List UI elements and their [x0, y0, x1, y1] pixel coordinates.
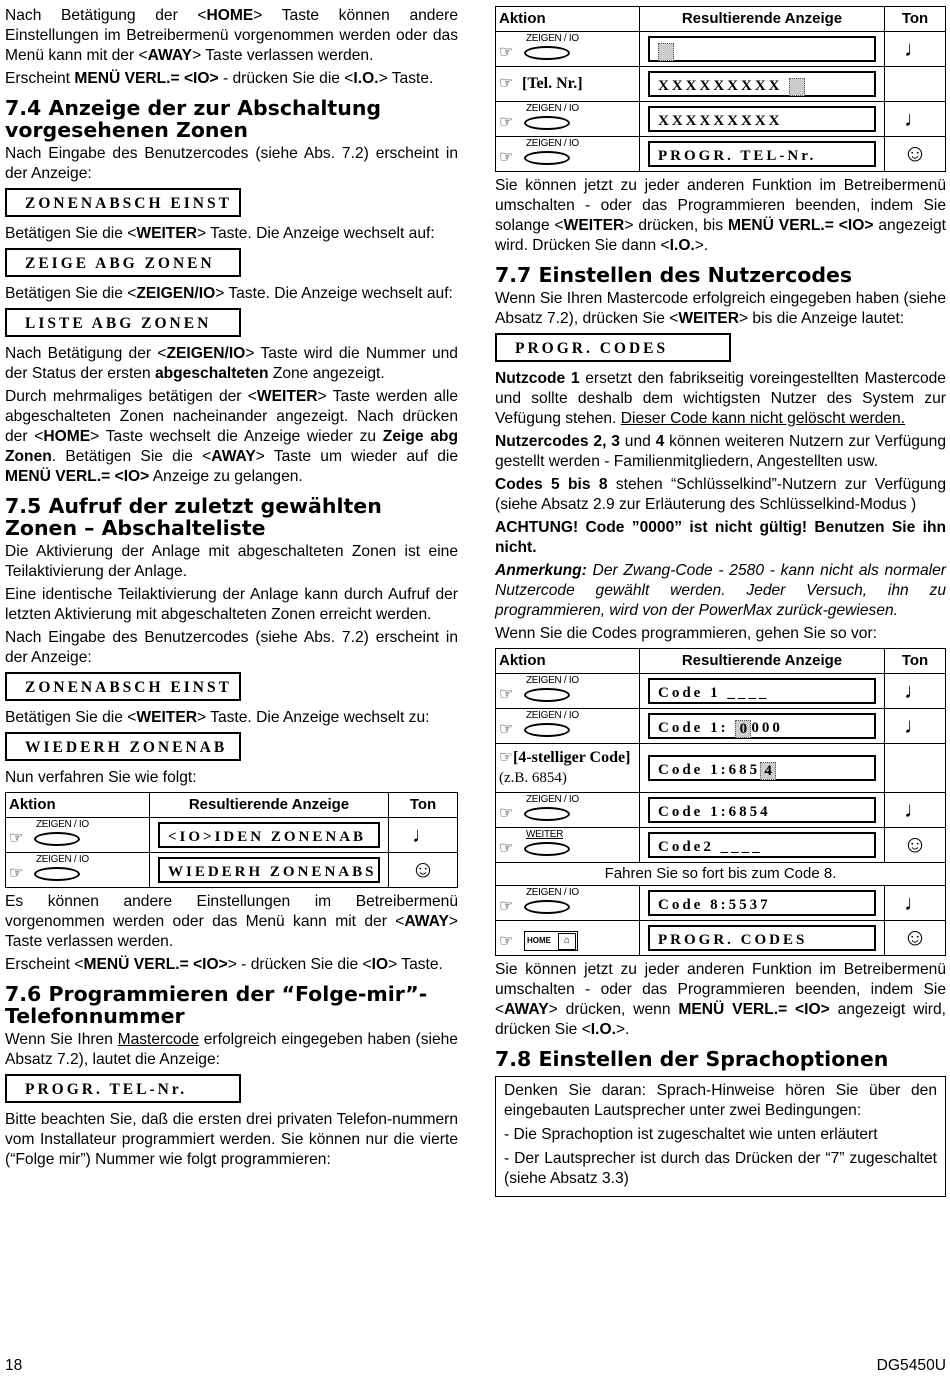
key-label: ZEIGEN / IO — [526, 675, 579, 686]
lcd-display: ZONENABSCH EINST — [5, 672, 241, 701]
lcd-display: <IO>IDEN ZONENAB — [158, 822, 380, 848]
paragraph: Nutzercodes 2, 3 und 4 können weiteren Nutzern zur Verfügung gestellt werden - Familienmitgliedern, Angestellten usw. — [495, 433, 946, 470]
pointing-hand-icon: ☞ — [499, 114, 514, 131]
table-row — [496, 709, 946, 744]
paragraph: Wenn Sie Ihren Mastercode erfolgreich eingegeben haben (siehe Absatz 7.2), lautet die Anzeige: — [5, 1031, 458, 1068]
home-key-icon: HOME ⌂ — [524, 931, 578, 951]
column-header: Ton — [885, 7, 946, 32]
key-button-icon — [524, 900, 570, 914]
table-row — [496, 137, 946, 172]
paragraph: Bitte beachten Sie, daß die ersten drei privaten Telefon-nummern vom Installateur programmiert werden. Sie können nur die vierte (“Folge mir”) Nummer wie folgt programmieren: — [5, 1111, 458, 1168]
key-press — [496, 793, 639, 827]
pointing-hand-icon: ☞ — [499, 933, 514, 950]
continuation-note: Fahren Sie so fort bis zum Code 8. — [496, 863, 946, 886]
key-label: ZEIGEN / IO — [36, 854, 89, 865]
lcd-display: PROGR. CODES — [495, 333, 731, 362]
table-row — [496, 863, 946, 886]
column-header: Resultierende Anzeige — [640, 7, 885, 32]
key-button-icon — [524, 151, 570, 165]
lcd-display: Code2 ____ — [648, 832, 876, 858]
paragraph: Betätigen Sie die <WEITER> Taste. Die Anzeige wechselt zu: — [5, 709, 430, 726]
pointing-hand-icon: ☞ — [499, 840, 514, 857]
section-heading-7-7: 7.7 Einstellen des Nutzercodes — [495, 263, 853, 287]
key-press — [6, 818, 149, 852]
paragraph: Sie können jetzt zu jeder anderen Funktion im Betreibermenü umschalten - oder das Programmieren beenden, indem Sie <AWAY> drücken, wenn MENÜ VERL.= <IO> angezeigt wird, drücken Sie <I.O.>. — [495, 961, 947, 1038]
lcd-display: Code 8:5537 — [648, 890, 876, 916]
note-icon: ♩ — [885, 709, 946, 744]
paragraph: Nach Betätigung der <HOME> Taste können andere Einstellungen im Betreibermenü vorgenommen werden oder das Menü kann mit der <AWAY> Taste verlassen werden. — [5, 7, 458, 64]
right-column — [495, 6, 946, 1197]
lcd-display: Code 1 ____ — [648, 678, 876, 704]
cursor-block — [658, 43, 674, 61]
lcd-display: PROGR. CODES — [648, 925, 876, 951]
key-press — [496, 67, 639, 101]
cursor-block — [789, 78, 805, 96]
paragraph: Nach Eingabe des Benutzercodes (siehe Abs. 7.2) erscheint in der Anzeige: — [5, 145, 458, 182]
pointing-hand-icon: ☞ — [499, 805, 514, 822]
key-press — [6, 853, 149, 887]
empty-cell — [885, 744, 946, 793]
key-button-icon — [524, 807, 570, 821]
key-button-icon — [524, 723, 570, 737]
note-icon: ♩ — [885, 793, 946, 828]
paragraph: Es können andere Einstellungen im Betreibermenü vorgenommen werden oder das Menü kann mit der <AWAY> Taste verlassen werden. — [5, 893, 458, 950]
paragraph: Codes 5 bis 8 stehen “Schlüsselkind”-Nutzern zur Verfügung (siehe Absatz 2.9 zur Erläuterung des Schlüsselkind-Modus ) — [495, 476, 947, 513]
lcd-display: PROGR. TEL-Nr. — [648, 141, 876, 167]
table-row — [496, 102, 946, 137]
note-icon: ♩ — [885, 674, 946, 709]
note-icon: ♩ — [885, 32, 946, 67]
table-row — [496, 744, 946, 793]
section-heading-7-5: 7.5 Aufruf der zuletzt gewählten Zonen – Abschalteliste — [5, 494, 382, 540]
action-text: [4-stelliger Code] — [512, 749, 631, 766]
key-label: ZEIGEN / IO — [526, 887, 579, 898]
paragraph: Erscheint <MENÜ VERL.= <IO>> - drücken Sie die <IO> Taste. — [5, 956, 443, 973]
pointing-hand-icon: ☞ — [499, 686, 514, 703]
lcd-display: ZEIGE ABG ZONEN — [5, 248, 241, 277]
column-header: Aktion — [496, 649, 640, 674]
table-row — [496, 32, 946, 67]
key-label: ZEIGEN / IO — [526, 103, 579, 114]
key-label: ZEIGEN / IO — [36, 819, 89, 830]
pointing-hand-icon: ☞ — [499, 721, 514, 738]
pointing-hand-icon: ☞ — [499, 75, 514, 92]
paragraph: Erscheint MENÜ VERL.= <IO> - drücken Sie die <I.O.> Taste. — [5, 70, 434, 87]
note-paragraph: Anmerkung: Der Zwang-Code - 2580 - kann nicht als normaler Nutzercode gewählt werden. Jeder Versuch, ihn zu programmieren, wird von der PowerMax zurück-gewiesen. — [495, 562, 946, 619]
table-row — [6, 853, 458, 888]
key-button-icon — [34, 832, 80, 846]
table-row — [496, 67, 946, 102]
cursor-block: 0 — [735, 720, 751, 738]
table-row — [496, 674, 946, 709]
paragraph: Nun verfahren Sie wie folgt: — [5, 769, 197, 786]
key-button-icon — [524, 46, 570, 60]
lcd-display: WIEDERH ZONENABS — [158, 857, 380, 883]
paragraph: Nutzcode 1 ersetzt den fabrikseitig voreingestellten Mastercode und sollte deshalb dem wichtigsten Nutzer des System zur Vefügung stehen. Dieser Code kann nicht gelöscht werden. — [495, 370, 946, 427]
paragraph: Eine identische Teilaktivierung der Anlage kann durch Aufruf der letzten Aktivierung mit abgeschalteten Zonen erreicht werden. — [5, 586, 458, 623]
paragraph: Die Aktivierung der Anlage mit abgeschalteten Zonen ist eine Teilaktivierung der Anlage. — [5, 543, 458, 580]
lcd-display: XXXXXXXXX — [648, 71, 876, 97]
smiley-icon: ☺ — [885, 828, 946, 863]
key-press — [496, 921, 639, 955]
procedure-table — [495, 648, 946, 956]
column-header: Resultierende Anzeige — [150, 793, 389, 818]
pointing-hand-icon: ☞ — [499, 149, 514, 166]
paragraph: Nach Betätigung der <ZEIGEN/IO> Taste wird die Nummer und der Status der ersten abgeschalteten Zone angezeigt. — [5, 345, 458, 382]
cursor-block: 4 — [760, 762, 776, 780]
lcd-display: PROGR. TEL-Nr. — [5, 1074, 241, 1103]
lcd-display — [648, 36, 876, 62]
key-button-icon — [524, 688, 570, 702]
note-icon: ♩ — [389, 818, 458, 853]
procedure-table — [5, 792, 458, 888]
procedure-table — [495, 6, 946, 172]
column-header: Resultierende Anzeige — [640, 649, 885, 674]
section-heading-7-4: 7.4 Anzeige der zur Abschaltung vorgesehenen Zonen — [5, 96, 382, 142]
paragraph: Betätigen Sie die <WEITER> Taste. Die Anzeige wechselt auf: — [5, 225, 435, 242]
lcd-display: Code 1: 0 000 — [648, 713, 876, 739]
key-button-icon — [34, 867, 80, 881]
table-row — [496, 828, 946, 863]
paragraph: Betätigen Sie die <ZEIGEN/IO> Taste. Die Anzeige wechselt auf: — [5, 285, 453, 302]
paragraph: Wenn Sie Ihren Mastercode erfolgreich eingegeben haben (siehe Absatz 7.2), drücken Sie <WEITER> bis die Anzeige lautet: — [495, 290, 946, 327]
key-press — [496, 886, 639, 920]
lcd-display: Code 1:6854 — [648, 797, 876, 823]
document-id: DG5450U — [876, 1357, 946, 1374]
left-column — [5, 6, 458, 1173]
key-label: ZEIGEN / IO — [526, 33, 579, 44]
info-bullet: - Die Sprachoption ist zugeschaltet wie unten erläutert — [504, 1126, 878, 1143]
table-row — [496, 793, 946, 828]
note-icon: ♩ — [885, 886, 946, 921]
warning-paragraph: ACHTUNG! Code ”0000” ist nicht gültig! Benutzen Sie ihn nicht. — [495, 519, 946, 556]
smiley-icon: ☺ — [885, 137, 946, 172]
page-number: 18 — [5, 1357, 23, 1374]
lcd-display: XXXXXXXXX — [648, 106, 876, 132]
pointing-hand-icon: ☞ — [499, 898, 514, 915]
lcd-display: Code 1:685 4 — [648, 755, 876, 781]
table-row — [6, 818, 458, 853]
key-press — [496, 137, 639, 171]
key-button-icon — [524, 842, 570, 856]
key-label: ZEIGEN / IO — [526, 710, 579, 721]
lcd-display: ZONENABSCH EINST — [5, 188, 241, 217]
table-row — [496, 921, 946, 956]
section-heading-7-8: 7.8 Einstellen der Sprachoptionen — [495, 1047, 889, 1071]
column-header: Aktion — [6, 793, 150, 818]
info-box — [495, 1076, 946, 1197]
info-bullet: - Der Lautsprecher ist durch das Drücken der “7” zugeschaltet (siehe Absatz 3.3) — [504, 1150, 937, 1187]
paragraph: Wenn Sie die Codes programmieren, gehen Sie so vor: — [495, 625, 877, 642]
pointing-hand-icon: ☞ — [499, 749, 513, 766]
info-text: Denken Sie daran: Sprach-Hinweise hören Sie über den eingebauten Lautsprecher unter zwei Bedingungen: — [504, 1082, 937, 1119]
key-press — [496, 102, 639, 136]
empty-cell — [885, 67, 946, 102]
key-button-icon — [524, 116, 570, 130]
smiley-icon: ☺ — [389, 853, 458, 888]
key-label: ZEIGEN / IO — [526, 794, 579, 805]
key-label: ZEIGEN / IO — [526, 138, 579, 149]
key-press — [496, 32, 639, 66]
paragraph: Durch mehrmaliges betätigen der <WEITER> Taste werden alle abgeschalteten Zonen nacheinander angezeigt. Nach drücken der <HOME> Taste wechselt die Anzeige wieder zu Zeige abg Zonen. Betätigen Sie die <AWAY> Taste um wieder auf die MENÜ VERL.= <IO> Anzeige zu gelangen. — [5, 388, 459, 485]
column-header: Ton — [885, 649, 946, 674]
lcd-display: LISTE ABG ZONEN — [5, 308, 241, 337]
pointing-hand-icon: ☞ — [499, 44, 514, 61]
action-note: (z.B. 6854) — [499, 770, 567, 786]
column-header: Aktion — [496, 7, 640, 32]
section-heading-7-6: 7.6 Programmieren der “Folge-mir”-Telefonnummer — [5, 982, 428, 1028]
table-row — [496, 886, 946, 921]
note-icon: ♩ — [885, 102, 946, 137]
pointing-hand-icon: ☞ — [9, 865, 24, 882]
lcd-display: WIEDERH ZONENAB — [5, 732, 241, 761]
smiley-icon: ☺ — [885, 921, 946, 956]
key-press — [496, 828, 639, 862]
key-press — [496, 709, 639, 743]
column-header: Ton — [389, 793, 458, 818]
paragraph: Nach Eingabe des Benutzercodes (siehe Abs. 7.2) erscheint in der Anzeige: — [5, 629, 458, 666]
key-press — [496, 674, 639, 708]
house-icon: ⌂ — [558, 933, 576, 950]
action-text: [Tel. Nr.] — [522, 75, 583, 92]
key-label: WEITER — [526, 829, 564, 840]
pointing-hand-icon: ☞ — [9, 830, 24, 847]
paragraph: Sie können jetzt zu jeder anderen Funktion im Betreibermenü umschalten - oder das Programmieren beenden, indem Sie solange <WEITER> drücken, bis MENÜ VERL.= <IO> angezeigt wird. Drücken Sie dann <I.O.>. — [495, 177, 946, 254]
